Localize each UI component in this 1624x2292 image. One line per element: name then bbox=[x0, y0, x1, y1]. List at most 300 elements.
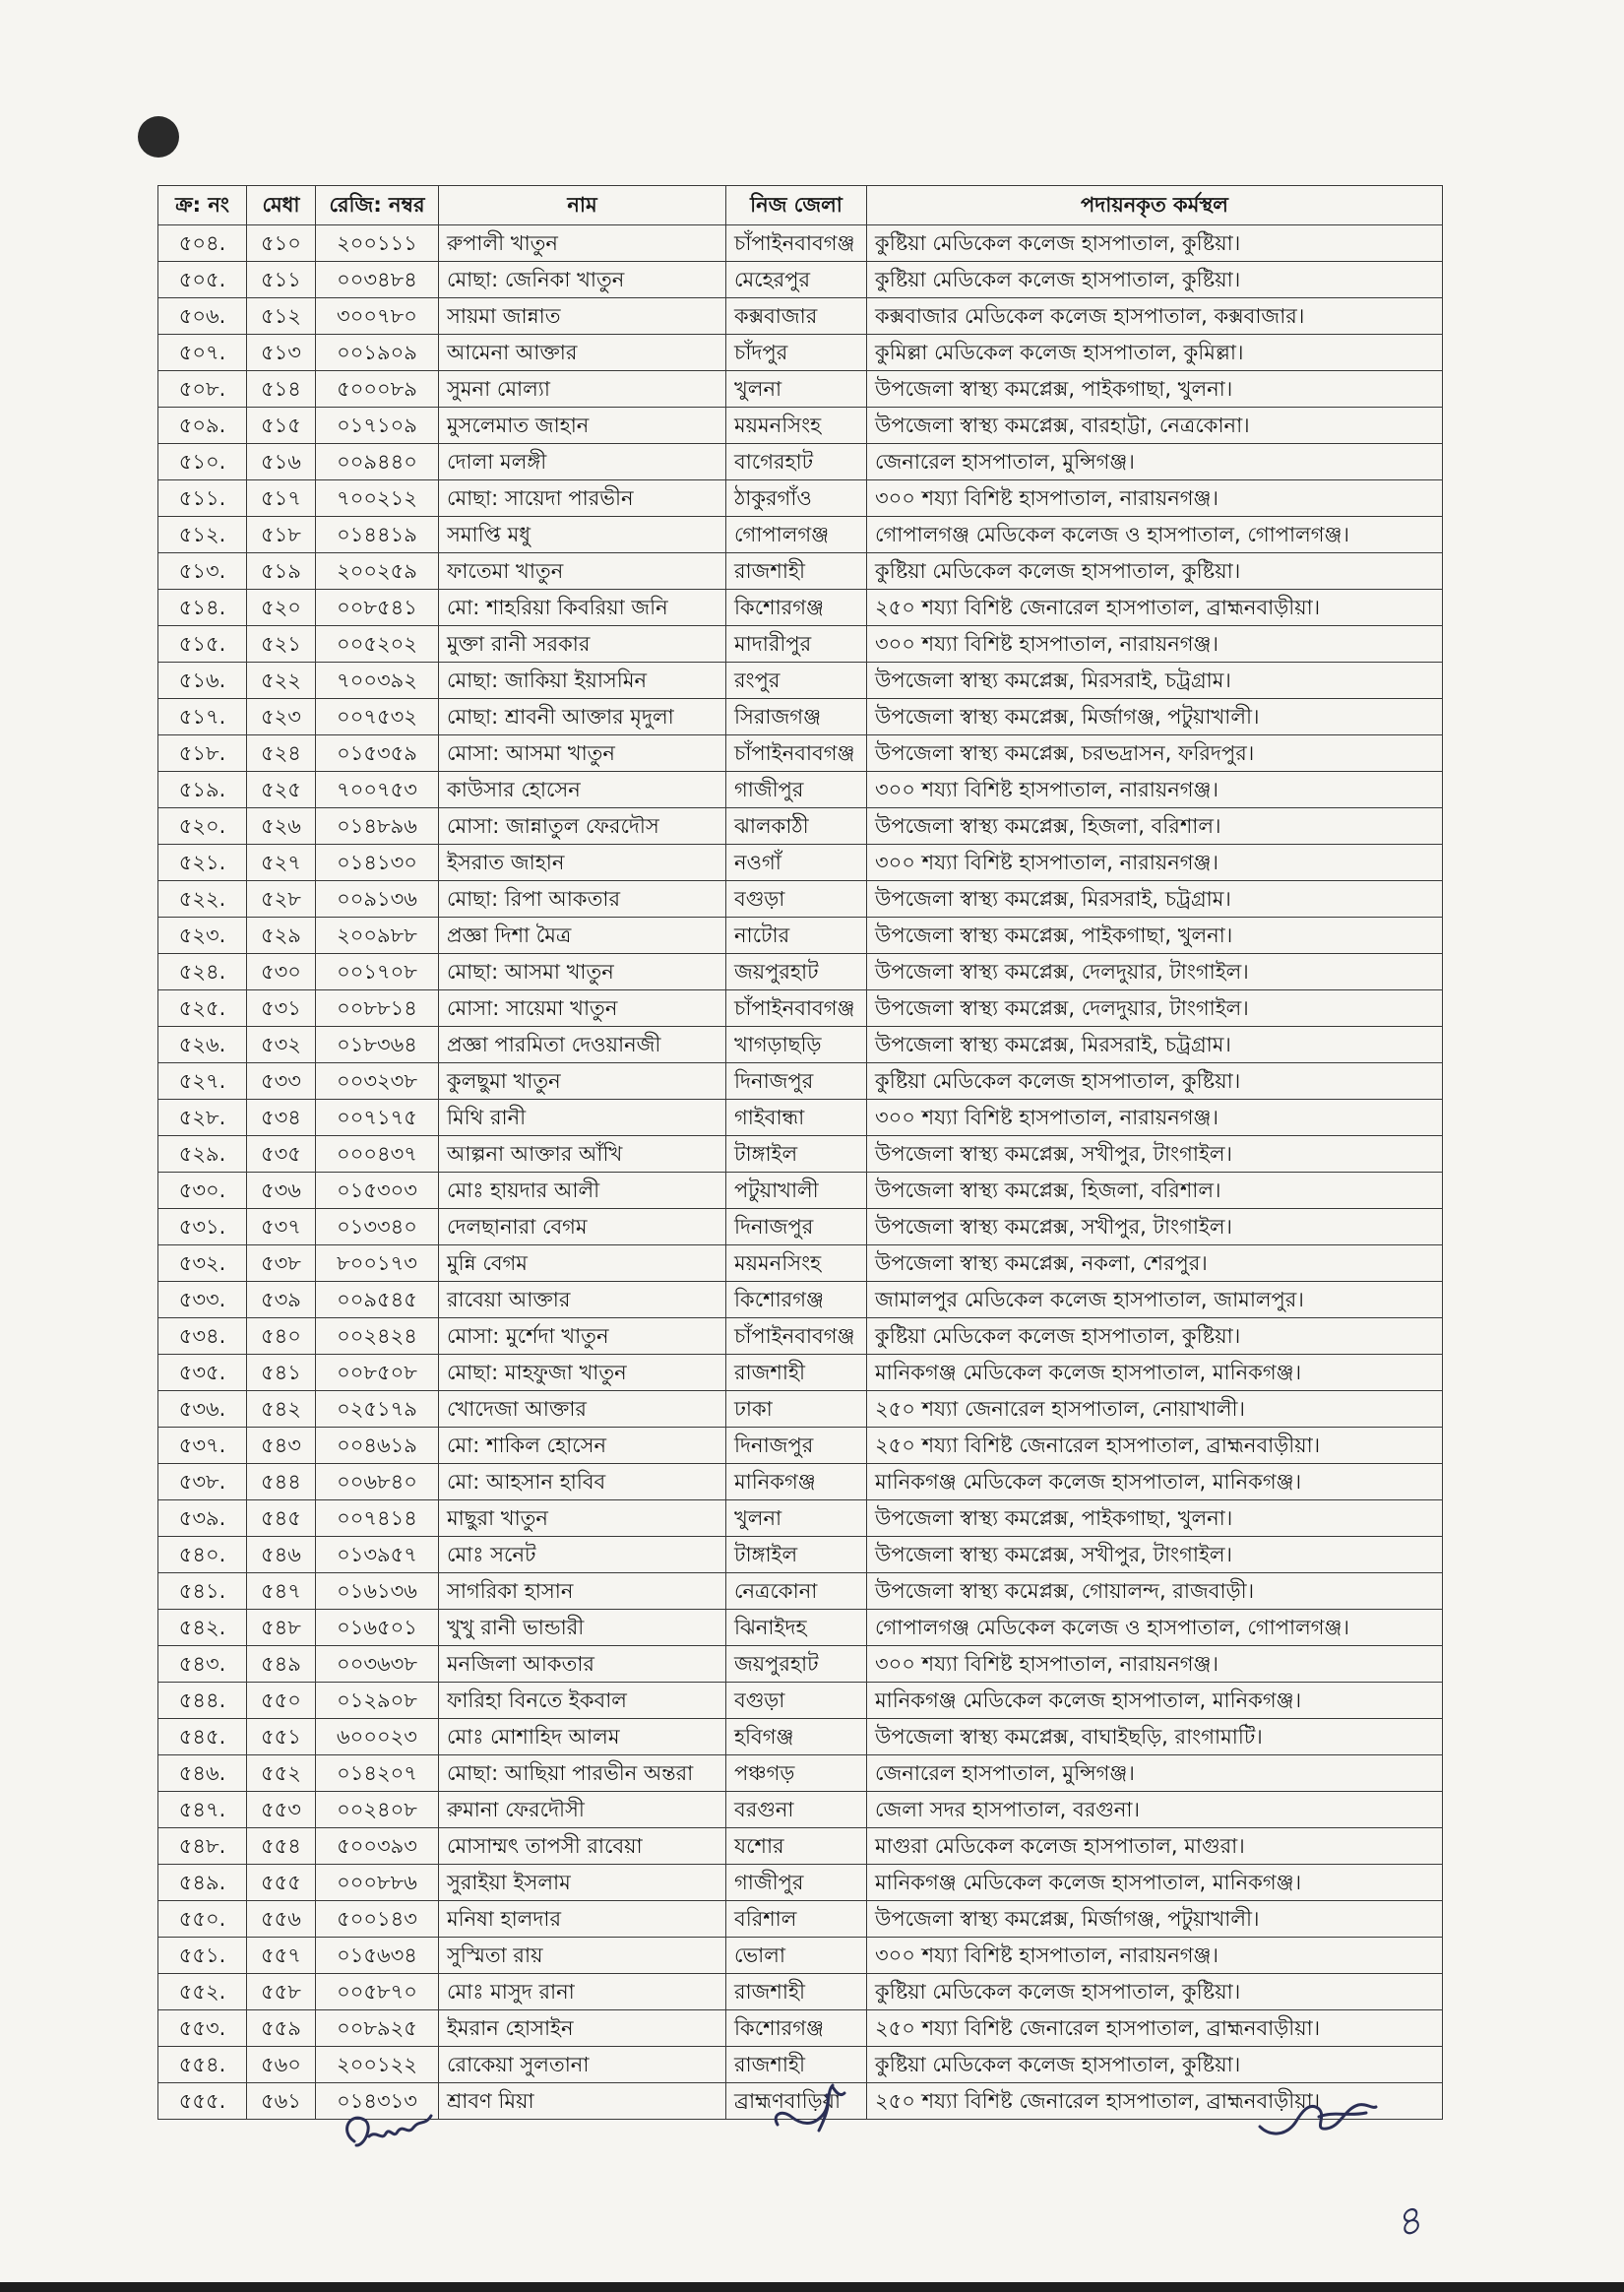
cell-serial: ৫২৩. bbox=[158, 918, 247, 954]
cell-posting: কুষ্টিয়া মেডিকেল কলেজ হাসপাতাল, কুষ্টিয়া। bbox=[867, 553, 1443, 590]
cell-registration: ৭০০৭৫৩ bbox=[316, 772, 439, 808]
cell-serial: ৫২৪. bbox=[158, 954, 247, 990]
cell-home-district: জয়পুরহাট bbox=[726, 954, 867, 990]
cell-serial: ৫২৭. bbox=[158, 1063, 247, 1100]
cell-merit: ৫৩৫ bbox=[247, 1136, 316, 1173]
cell-posting: কুমিল্লা মেডিকেল কলেজ হাসপাতাল, কুমিল্লা। bbox=[867, 335, 1443, 371]
table-row bbox=[158, 590, 1443, 626]
cell-merit: ৫৫৮ bbox=[247, 1974, 316, 2010]
signature-1 bbox=[335, 2102, 453, 2171]
cell-name: মোছা: জাকিয়া ইয়াসমিন bbox=[439, 663, 726, 699]
cell-merit: ৫৪৫ bbox=[247, 1500, 316, 1537]
cell-posting: জেলা সদর হাসপাতাল, বরগুনা। bbox=[867, 1792, 1443, 1828]
cell-name: আমেনা আক্তার bbox=[439, 335, 726, 371]
cell-serial: ৫০৭. bbox=[158, 335, 247, 371]
cell-posting: কুষ্টিয়া মেডিকেল কলেজ হাসপাতাল, কুষ্টিয়া। bbox=[867, 1974, 1443, 2010]
cell-merit: ৫১৪ bbox=[247, 371, 316, 408]
cell-name: মাছুরা খাতুন bbox=[439, 1500, 726, 1537]
cell-posting: উপজেলা স্বাস্থ্য কমেপ্লক্স, গোয়ালন্দ, রাজবাড়ী। bbox=[867, 1573, 1443, 1610]
cell-posting: ৩০০ শয্যা বিশিষ্ট হাসপাতাল, নারায়নগঞ্জ। bbox=[867, 772, 1443, 808]
cell-registration: ০০৯৪৪০ bbox=[316, 444, 439, 480]
cell-posting: ২৫০ শয্যা বিশিষ্ট জেনারেল হাসপাতাল, ব্রাহ্মনবাড়ীয়া। bbox=[867, 2010, 1443, 2047]
signature-2 bbox=[768, 2075, 886, 2154]
cell-registration: ০০৭১৭৫ bbox=[316, 1100, 439, 1136]
cell-registration: ০০১৯০৯ bbox=[316, 335, 439, 371]
cell-serial: ৫২৬. bbox=[158, 1027, 247, 1063]
cell-registration: ০১৮৩৬৪ bbox=[316, 1027, 439, 1063]
cell-posting: ৩০০ শয্যা বিশিষ্ট হাসপাতাল, নারায়নগঞ্জ। bbox=[867, 626, 1443, 663]
cell-home-district: রাজশাহী bbox=[726, 2047, 867, 2083]
table-row bbox=[158, 772, 1443, 808]
cell-name: মো: শাহরিয়া কিবরিয়া জনি bbox=[439, 590, 726, 626]
table-row bbox=[158, 881, 1443, 918]
cell-merit: ৫৩৪ bbox=[247, 1100, 316, 1136]
cell-serial: ৫১৩. bbox=[158, 553, 247, 590]
cell-home-district: বাগেরহাট bbox=[726, 444, 867, 480]
punch-hole bbox=[138, 116, 179, 158]
cell-posting: ২৫০ শয্যা বিশিষ্ট জেনারেল হাসপাতাল, ব্রাহ্মনবাড়ীয়া। bbox=[867, 2083, 1443, 2120]
cell-posting: উপজেলা স্বাস্থ্য কমপ্লেক্স, পাইকগাছা, খুলনা। bbox=[867, 918, 1443, 954]
table-row bbox=[158, 1245, 1443, 1282]
cell-posting: উপজেলা স্বাস্থ্য কমপ্লেক্স, সখীপুর, টাংগাইল। bbox=[867, 1209, 1443, 1245]
cell-home-district: বগুড়া bbox=[726, 881, 867, 918]
cell-serial: ৫৩৪. bbox=[158, 1318, 247, 1355]
cell-registration: ০১৬১৩৬ bbox=[316, 1573, 439, 1610]
cell-home-district: নাটোর bbox=[726, 918, 867, 954]
cell-registration: ০০৪৬১৯ bbox=[316, 1428, 439, 1464]
cell-registration: ০১৩৩৪০ bbox=[316, 1209, 439, 1245]
cell-name: মোঃ হায়দার আলী bbox=[439, 1173, 726, 1209]
cell-name: মুন্নি বেগম bbox=[439, 1245, 726, 1282]
cell-posting: ২৫০ শয্যা বিশিষ্ট জেনারেল হাসপাতাল, ব্রাহ্মনবাড়ীয়া। bbox=[867, 1428, 1443, 1464]
cell-posting: কুষ্টিয়া মেডিকেল কলেজ হাসপাতাল, কুষ্টিয়া। bbox=[867, 1063, 1443, 1100]
cell-merit: ৫১০ bbox=[247, 225, 316, 262]
cell-home-district: বরগুনা bbox=[726, 1792, 867, 1828]
cell-serial: ৫৪৮. bbox=[158, 1828, 247, 1865]
cell-name: আল্পনা আক্তার আঁখি bbox=[439, 1136, 726, 1173]
cell-registration: ০১৪২০৭ bbox=[316, 1755, 439, 1792]
table-row bbox=[158, 845, 1443, 881]
cell-name: ফারিহা বিনতে ইকবাল bbox=[439, 1683, 726, 1719]
cell-name: প্রজ্ঞা দিশা মৈত্র bbox=[439, 918, 726, 954]
cell-serial: ৫৩৭. bbox=[158, 1428, 247, 1464]
cell-posting: ২৫০ শয্যা বিশিষ্ট জেনারেল হাসপাতাল, ব্রাহ্মনবাড়ীয়া। bbox=[867, 590, 1443, 626]
cell-serial: ৫৪০. bbox=[158, 1537, 247, 1573]
posting-list-table bbox=[157, 185, 1443, 2120]
table-row bbox=[158, 1537, 1443, 1573]
cell-home-district: সিরাজগঞ্জ bbox=[726, 699, 867, 735]
cell-registration: ০০৩৬৩৮ bbox=[316, 1646, 439, 1683]
cell-home-district: বগুড়া bbox=[726, 1683, 867, 1719]
cell-name: মোছা: শ্রাবনী আক্তার মৃদুলা bbox=[439, 699, 726, 735]
cell-serial: ৫২৮. bbox=[158, 1100, 247, 1136]
cell-name: রাবেয়া আক্তার bbox=[439, 1282, 726, 1318]
cell-merit: ৫১৯ bbox=[247, 553, 316, 590]
cell-merit: ৫৩৮ bbox=[247, 1245, 316, 1282]
cell-posting: উপজেলা স্বাস্থ্য কমপ্লেক্স, মিরসরাই, চট্রগ্রাম। bbox=[867, 663, 1443, 699]
cell-posting: কুষ্টিয়া মেডিকেল কলেজ হাসপাতাল, কুষ্টিয়া। bbox=[867, 1318, 1443, 1355]
cell-name: মোসা: জান্নাতুল ফেরদৌস bbox=[439, 808, 726, 845]
table-row bbox=[158, 225, 1443, 262]
cell-home-district: গাইবান্ধা bbox=[726, 1100, 867, 1136]
cell-home-district: মেহেরপুর bbox=[726, 262, 867, 298]
cell-serial: ৫৩০. bbox=[158, 1173, 247, 1209]
cell-home-district: টাঙ্গাইল bbox=[726, 1537, 867, 1573]
cell-home-district: খুলনা bbox=[726, 371, 867, 408]
table-row bbox=[158, 1464, 1443, 1500]
cell-merit: ৫১৮ bbox=[247, 517, 316, 553]
header-registration: রেজি: নম্বর bbox=[316, 186, 439, 225]
cell-name: খোদেজা আক্তার bbox=[439, 1391, 726, 1428]
table-row bbox=[158, 408, 1443, 444]
cell-name: ফাতেমা খাতুন bbox=[439, 553, 726, 590]
cell-registration: ৭০০৩৯২ bbox=[316, 663, 439, 699]
cell-name: মিথি রানী bbox=[439, 1100, 726, 1136]
table-row bbox=[158, 1573, 1443, 1610]
cell-name: কুলছুমা খাতুন bbox=[439, 1063, 726, 1100]
cell-name: মোছা: আসমা খাতুন bbox=[439, 954, 726, 990]
cell-registration: ০০৯৫৪৫ bbox=[316, 1282, 439, 1318]
cell-home-district: বরিশাল bbox=[726, 1901, 867, 1938]
cell-name: রোকেয়া সুলতানা bbox=[439, 2047, 726, 2083]
cell-home-district: চাঁপাইনবাবগঞ্জ bbox=[726, 735, 867, 772]
cell-home-district: ঢাকা bbox=[726, 1391, 867, 1428]
cell-name: রুমানা ফেরদৌসী bbox=[439, 1792, 726, 1828]
cell-home-district: রাজশাহী bbox=[726, 1355, 867, 1391]
cell-posting: উপজেলা স্বাস্থ্য কমপ্লেক্স, চরভদ্রাসন, ফরিদপুর। bbox=[867, 735, 1443, 772]
cell-registration: ০০৩২৩৮ bbox=[316, 1063, 439, 1100]
cell-name: মো: শাকিল হোসেন bbox=[439, 1428, 726, 1464]
table-row bbox=[158, 735, 1443, 772]
cell-merit: ৫২৬ bbox=[247, 808, 316, 845]
cell-home-district: দিনাজপুর bbox=[726, 1063, 867, 1100]
header-posting: পদায়নকৃত কর্মস্থল bbox=[867, 186, 1443, 225]
cell-name: মোসাম্মৎ তাপসী রাবেয়া bbox=[439, 1828, 726, 1865]
cell-serial: ৫১২. bbox=[158, 517, 247, 553]
cell-registration: ০০৬৮৪০ bbox=[316, 1464, 439, 1500]
cell-registration: ২০০১১১ bbox=[316, 225, 439, 262]
cell-home-district: ময়মনসিংহ bbox=[726, 1245, 867, 1282]
cell-name: দেলছানারা বেগম bbox=[439, 1209, 726, 1245]
cell-posting: উপজেলা স্বাস্থ্য কমপ্লেক্স, দেলদুয়ার, টাংগাইল। bbox=[867, 990, 1443, 1027]
cell-name: প্রজ্ঞা পারমিতা দেওয়ানজী bbox=[439, 1027, 726, 1063]
table-row bbox=[158, 1027, 1443, 1063]
cell-registration: ০০০৪৩৭ bbox=[316, 1136, 439, 1173]
cell-merit: ৫৬০ bbox=[247, 2047, 316, 2083]
cell-registration: ০০৫২০২ bbox=[316, 626, 439, 663]
cell-registration: ০১৪৮৯৬ bbox=[316, 808, 439, 845]
cell-posting: ৩০০ শয্যা বিশিষ্ট হাসপাতাল, নারায়নগঞ্জ। bbox=[867, 845, 1443, 881]
cell-serial: ৫৫২. bbox=[158, 1974, 247, 2010]
cell-home-district: কক্সবাজার bbox=[726, 298, 867, 335]
cell-home-district: রাজশাহী bbox=[726, 1974, 867, 2010]
cell-merit: ৫৪০ bbox=[247, 1318, 316, 1355]
cell-serial: ৫৩৩. bbox=[158, 1282, 247, 1318]
cell-name: সুরাইয়া ইসলাম bbox=[439, 1865, 726, 1901]
cell-home-district: ঝিনাইদহ bbox=[726, 1610, 867, 1646]
cell-home-district: গাজীপুর bbox=[726, 1865, 867, 1901]
cell-merit: ৫৫৩ bbox=[247, 1792, 316, 1828]
cell-home-district: রংপুর bbox=[726, 663, 867, 699]
table-row bbox=[158, 1136, 1443, 1173]
table-row bbox=[158, 444, 1443, 480]
cell-merit: ৫৩৯ bbox=[247, 1282, 316, 1318]
cell-serial: ৫৪৫. bbox=[158, 1719, 247, 1755]
signature-3 bbox=[1250, 2087, 1388, 2156]
cell-posting: গোপালগঞ্জ মেডিকেল কলেজ ও হাসপাতাল, গোপালগঞ্জ। bbox=[867, 517, 1443, 553]
cell-home-district: গোপালগঞ্জ bbox=[726, 517, 867, 553]
cell-registration: ৫০০১৪৩ bbox=[316, 1901, 439, 1938]
cell-registration: ০০৫৮৭০ bbox=[316, 1974, 439, 2010]
cell-posting: মানিকগঞ্জ মেডিকেল কলেজ হাসপাতাল, মানিকগঞ্জ। bbox=[867, 1464, 1443, 1500]
table-row bbox=[158, 954, 1443, 990]
cell-serial: ৫০৮. bbox=[158, 371, 247, 408]
cell-merit: ৫১৬ bbox=[247, 444, 316, 480]
cell-name: মোছা: সায়েদা পারভীন bbox=[439, 480, 726, 517]
cell-serial: ৫১১. bbox=[158, 480, 247, 517]
table-row bbox=[158, 262, 1443, 298]
cell-registration: ০০৮৫৪১ bbox=[316, 590, 439, 626]
cell-posting: উপজেলা স্বাস্থ্য কমপ্লেক্স, বারহাট্টা, নেত্রকোনা। bbox=[867, 408, 1443, 444]
cell-serial: ৫১০. bbox=[158, 444, 247, 480]
cell-posting: ৩০০ শয্যা বিশিষ্ট হাসপাতাল, নারায়নগঞ্জ। bbox=[867, 1646, 1443, 1683]
table-row bbox=[158, 480, 1443, 517]
cell-name: সাগরিকা হাসান bbox=[439, 1573, 726, 1610]
cell-registration: ০২৫১৭৯ bbox=[316, 1391, 439, 1428]
cell-registration: ০০২৪২৪ bbox=[316, 1318, 439, 1355]
cell-home-district: নেত্রকোনা bbox=[726, 1573, 867, 1610]
cell-posting: উপজেলা স্বাস্থ্য কমপ্লেক্স, মির্জাগঞ্জ, পটুয়াখালী। bbox=[867, 1901, 1443, 1938]
cell-registration: ০১৪৩১৩ bbox=[316, 2083, 439, 2120]
table-row bbox=[158, 1974, 1443, 2010]
cell-name: মোছা: জেনিকা খাতুন bbox=[439, 262, 726, 298]
cell-home-district: নওগাঁ bbox=[726, 845, 867, 881]
cell-posting: উপজেলা স্বাস্থ্য কমপ্লেক্স, সখীপুর, টাংগাইল। bbox=[867, 1136, 1443, 1173]
cell-posting: কুষ্টিয়া মেডিকেল কলেজ হাসপাতাল, কুষ্টিয়া। bbox=[867, 262, 1443, 298]
header-name: নাম bbox=[439, 186, 726, 225]
cell-registration: ৩০০৭৮০ bbox=[316, 298, 439, 335]
table-row bbox=[158, 1282, 1443, 1318]
cell-registration: ০০০৮৮৬ bbox=[316, 1865, 439, 1901]
cell-home-district: যশোর bbox=[726, 1828, 867, 1865]
table-row bbox=[158, 1646, 1443, 1683]
cell-home-district: ময়মনসিংহ bbox=[726, 408, 867, 444]
cell-registration: ০১৭১০৯ bbox=[316, 408, 439, 444]
cell-merit: ৫১২ bbox=[247, 298, 316, 335]
cell-home-district: কিশোরগঞ্জ bbox=[726, 1282, 867, 1318]
cell-registration: ০১৬৫০১ bbox=[316, 1610, 439, 1646]
cell-home-district: দিনাজপুর bbox=[726, 1428, 867, 1464]
cell-merit: ৫৪৩ bbox=[247, 1428, 316, 1464]
cell-serial: ৫৩৬. bbox=[158, 1391, 247, 1428]
cell-name: রুপালী খাতুন bbox=[439, 225, 726, 262]
cell-merit: ৫৪১ bbox=[247, 1355, 316, 1391]
cell-registration: ০১৫৩৫৯ bbox=[316, 735, 439, 772]
cell-merit: ৫৩৭ bbox=[247, 1209, 316, 1245]
cell-posting: গোপালগঞ্জ মেডিকেল কলেজ ও হাসপাতাল, গোপালগঞ্জ। bbox=[867, 1610, 1443, 1646]
table-row bbox=[158, 1318, 1443, 1355]
table-row bbox=[158, 1209, 1443, 1245]
cell-merit: ৫৩৬ bbox=[247, 1173, 316, 1209]
cell-registration: ০০৮৮১৪ bbox=[316, 990, 439, 1027]
cell-merit: ৫৫৫ bbox=[247, 1865, 316, 1901]
cell-posting: জামালপুর মেডিকেল কলেজ হাসপাতাল, জামালপুর। bbox=[867, 1282, 1443, 1318]
cell-name: মোসা: মুর্শেদা খাতুন bbox=[439, 1318, 726, 1355]
cell-serial: ৫২২. bbox=[158, 881, 247, 918]
cell-merit: ৫৫০ bbox=[247, 1683, 316, 1719]
cell-posting: মানিকগঞ্জ মেডিকেল কলেজ হাসপাতাল, মানিকগঞ্জ। bbox=[867, 1865, 1443, 1901]
cell-name: মোছা: মাহফুজা খাতুন bbox=[439, 1355, 726, 1391]
cell-registration: ০০৭৪১৪ bbox=[316, 1500, 439, 1537]
table-row bbox=[158, 1792, 1443, 1828]
table-row bbox=[158, 1391, 1443, 1428]
table-row bbox=[158, 517, 1443, 553]
cell-serial: ৫৪৭. bbox=[158, 1792, 247, 1828]
cell-name: মোছা: আছিয়া পারভীন অন্তরা bbox=[439, 1755, 726, 1792]
cell-home-district: মাদারীপুর bbox=[726, 626, 867, 663]
cell-posting: মানিকগঞ্জ মেডিকেল কলেজ হাসপাতাল, মানিকগঞ্জ। bbox=[867, 1355, 1443, 1391]
cell-serial: ৫১৬. bbox=[158, 663, 247, 699]
cell-serial: ৫১৪. bbox=[158, 590, 247, 626]
cell-home-district: খুলনা bbox=[726, 1500, 867, 1537]
cell-name: সায়মা জান্নাত bbox=[439, 298, 726, 335]
table-row bbox=[158, 808, 1443, 845]
cell-home-district: টাঙ্গাইল bbox=[726, 1136, 867, 1173]
cell-posting: উপজেলা স্বাস্থ্য কমপ্লেক্স, পাইকগাছা, খুলনা। bbox=[867, 371, 1443, 408]
cell-merit: ৫৬১ bbox=[247, 2083, 316, 2120]
cell-home-district: ঠাকুরগাঁও bbox=[726, 480, 867, 517]
cell-posting: ২৫০ শয্যা জেনারেল হাসপাতাল, নোয়াখালী। bbox=[867, 1391, 1443, 1428]
cell-name: মোসা: আসমা খাতুন bbox=[439, 735, 726, 772]
cell-posting: জেনারেল হাসপাতাল, মুন্সিগঞ্জ। bbox=[867, 444, 1443, 480]
cell-registration: ০০৯১৩৬ bbox=[316, 881, 439, 918]
table-row bbox=[158, 990, 1443, 1027]
cell-registration: ০০৮৯২৫ bbox=[316, 2010, 439, 2047]
cell-home-district: হবিগঞ্জ bbox=[726, 1719, 867, 1755]
cell-posting: উপজেলা স্বাস্থ্য কমপ্লেক্স, দেলদুয়ার, টাংগাইল। bbox=[867, 954, 1443, 990]
cell-registration: ৭০০২১২ bbox=[316, 480, 439, 517]
cell-merit: ৫৫৯ bbox=[247, 2010, 316, 2047]
cell-registration: ০০২৪০৮ bbox=[316, 1792, 439, 1828]
cell-merit: ৫৫২ bbox=[247, 1755, 316, 1792]
scan-bottom-edge bbox=[0, 2282, 1624, 2292]
table-row bbox=[158, 2010, 1443, 2047]
cell-name: মুক্তা রানী সরকার bbox=[439, 626, 726, 663]
cell-home-district: পঞ্চগড় bbox=[726, 1755, 867, 1792]
cell-posting: ৩০০ শয্যা বিশিষ্ট হাসপাতাল, নারায়নগঞ্জ। bbox=[867, 1100, 1443, 1136]
cell-home-district: দিনাজপুর bbox=[726, 1209, 867, 1245]
cell-posting: উপজেলা স্বাস্থ্য কমপ্লেক্স, সখীপুর, টাংগাইল। bbox=[867, 1537, 1443, 1573]
table-row bbox=[158, 553, 1443, 590]
cell-serial: ৫৩১. bbox=[158, 1209, 247, 1245]
cell-serial: ৫৪৯. bbox=[158, 1865, 247, 1901]
cell-merit: ৫৪২ bbox=[247, 1391, 316, 1428]
cell-serial: ৫০৬. bbox=[158, 298, 247, 335]
cell-posting: কুষ্টিয়া মেডিকেল কলেজ হাসপাতাল, কুষ্টিয়া। bbox=[867, 225, 1443, 262]
cell-serial: ৫২৯. bbox=[158, 1136, 247, 1173]
cell-registration: ৫০০০৮৯ bbox=[316, 371, 439, 408]
cell-posting: উপজেলা স্বাস্থ্য কমপ্লেক্স, বাঘাইছড়ি, রাংগামাটি। bbox=[867, 1719, 1443, 1755]
cell-home-district: চাঁপাইনবাবগঞ্জ bbox=[726, 990, 867, 1027]
cell-name: মোঃ মোশাহিদ আলম bbox=[439, 1719, 726, 1755]
cell-serial: ৫০৯. bbox=[158, 408, 247, 444]
cell-merit: ৫৩১ bbox=[247, 990, 316, 1027]
table-row bbox=[158, 1355, 1443, 1391]
table-row bbox=[158, 1100, 1443, 1136]
cell-merit: ৫৩২ bbox=[247, 1027, 316, 1063]
cell-posting: কুষ্টিয়া মেডিকেল কলেজ হাসপাতাল, কুষ্টিয়া। bbox=[867, 2047, 1443, 2083]
cell-registration: ০১৪১৩০ bbox=[316, 845, 439, 881]
cell-serial: ৫৩৯. bbox=[158, 1500, 247, 1537]
cell-merit: ৫৪৯ bbox=[247, 1646, 316, 1683]
cell-name: সুস্মিতা রায় bbox=[439, 1938, 726, 1974]
cell-merit: ৫২১ bbox=[247, 626, 316, 663]
cell-merit: ৫৪৮ bbox=[247, 1610, 316, 1646]
cell-merit: ৫১১ bbox=[247, 262, 316, 298]
table-row bbox=[158, 663, 1443, 699]
table-row bbox=[158, 1828, 1443, 1865]
cell-serial: ৫৪৬. bbox=[158, 1755, 247, 1792]
cell-serial: ৫২১. bbox=[158, 845, 247, 881]
table-row bbox=[158, 1173, 1443, 1209]
page-number-mark: ৪ bbox=[1389, 2196, 1427, 2248]
cell-name: ইমরান হোসাইন bbox=[439, 2010, 726, 2047]
cell-serial: ৫১৮. bbox=[158, 735, 247, 772]
cell-serial: ৫৩৫. bbox=[158, 1355, 247, 1391]
cell-registration: ০১৫৬৩৪ bbox=[316, 1938, 439, 1974]
cell-home-district: কিশোরগঞ্জ bbox=[726, 590, 867, 626]
cell-home-district: ব্রাহ্মণবাড়িয়া bbox=[726, 2083, 867, 2120]
cell-home-district: গাজীপুর bbox=[726, 772, 867, 808]
cell-registration: ০০৮৫০৮ bbox=[316, 1355, 439, 1391]
cell-serial: ৫৫১. bbox=[158, 1938, 247, 1974]
cell-name: মোছা: রিপা আকতার bbox=[439, 881, 726, 918]
cell-home-district: খাগড়াছড়ি bbox=[726, 1027, 867, 1063]
cell-registration: ০১৩৯৫৭ bbox=[316, 1537, 439, 1573]
cell-name: মুসলেমাত জাহান bbox=[439, 408, 726, 444]
table-row bbox=[158, 371, 1443, 408]
cell-merit: ৫১৭ bbox=[247, 480, 316, 517]
cell-serial: ৫৪১. bbox=[158, 1573, 247, 1610]
table-row bbox=[158, 1500, 1443, 1537]
cell-serial: ৫৩২. bbox=[158, 1245, 247, 1282]
cell-name: সমাপ্তি মধু bbox=[439, 517, 726, 553]
table-row bbox=[158, 298, 1443, 335]
cell-registration: ০১৫৩০৩ bbox=[316, 1173, 439, 1209]
cell-home-district: ভোলা bbox=[726, 1938, 867, 1974]
cell-serial: ৫৪৪. bbox=[158, 1683, 247, 1719]
cell-home-district: ঝালকাঠী bbox=[726, 808, 867, 845]
cell-home-district: রাজশাহী bbox=[726, 553, 867, 590]
cell-merit: ৫২৪ bbox=[247, 735, 316, 772]
cell-registration: ০১২৯০৮ bbox=[316, 1683, 439, 1719]
cell-posting: কক্সবাজার মেডিকেল কলেজ হাসপাতাল, কক্সবাজার। bbox=[867, 298, 1443, 335]
cell-merit: ৫২০ bbox=[247, 590, 316, 626]
table-row bbox=[158, 626, 1443, 663]
cell-posting: উপজেলা স্বাস্থ্য কমপ্লেক্স, হিজলা, বরিশাল। bbox=[867, 808, 1443, 845]
cell-serial: ৫২৫. bbox=[158, 990, 247, 1027]
cell-name: মোঃ মাসুদ রানা bbox=[439, 1974, 726, 2010]
cell-home-district: কিশোরগঞ্জ bbox=[726, 2010, 867, 2047]
cell-merit: ৫২৩ bbox=[247, 699, 316, 735]
table-header-row bbox=[158, 186, 1443, 225]
table-row bbox=[158, 918, 1443, 954]
cell-merit: ৫৪৭ bbox=[247, 1573, 316, 1610]
cell-serial: ৫০৪. bbox=[158, 225, 247, 262]
cell-name: মো: আহসান হাবিব bbox=[439, 1464, 726, 1500]
cell-serial: ৫৪৩. bbox=[158, 1646, 247, 1683]
cell-home-district: চাঁপাইনবাবগঞ্জ bbox=[726, 1318, 867, 1355]
